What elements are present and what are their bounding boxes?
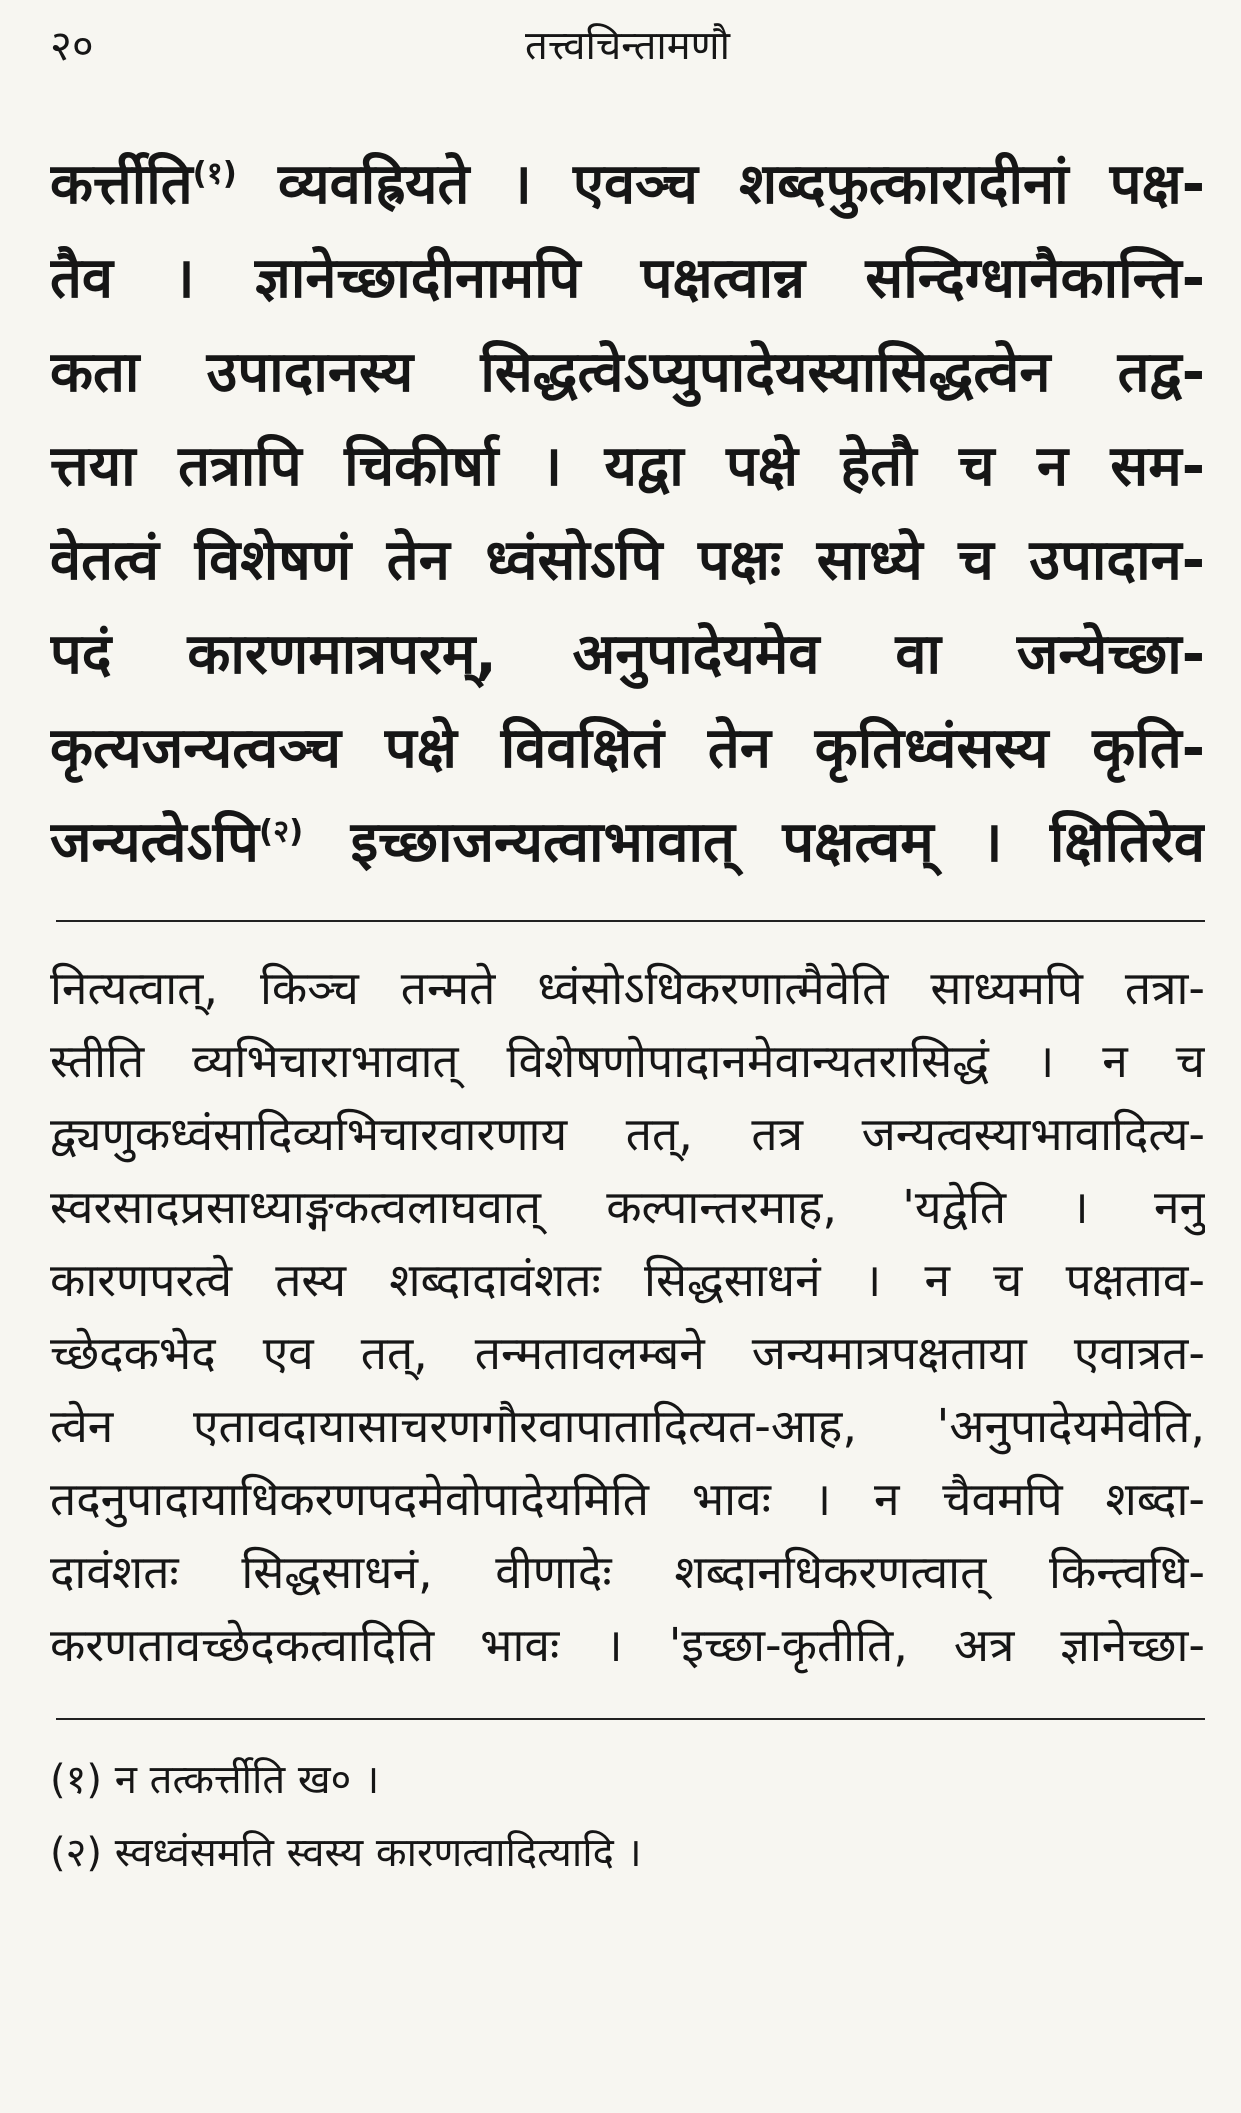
main-text-line: कता उपादानस्य सिद्धत्वेऽप्युपादेयस्यासिद्धत्वेन तद्व- [50, 340, 1205, 405]
commentary-line: स्वरसादप्रसाध्याङ्गकत्वलाघवात् कल्पान्तरमाह, 'यद्वेति । ननु [50, 1180, 1205, 1234]
main-text-line: तैव । ज्ञानेच्छादीनामपि पक्षत्वान्न सन्दिग्धानैकान्ति- [50, 246, 1205, 311]
main-text-line [50, 138, 1205, 232]
footnotes-block [50, 1744, 1205, 1890]
commentary-line: त्वेन एतावदायासाचरणगौरवापातादित्यत-आह, 'अनुपादेयमेवेति, [50, 1399, 1205, 1453]
main-text-line: वेतत्वं विशेषणं तेन ध्वंसोऽपि पक्षः साध्ये च उपादान- [50, 528, 1205, 593]
main-text-block [50, 138, 1205, 890]
page-number: २० [50, 21, 94, 70]
main-text-line: कृत्यजन्यत्वञ्च पक्षे विवक्षितं तेन कृतिध्वंसस्य कृति- [50, 716, 1205, 781]
main-text-segment: जन्यत्वेऽपि [50, 810, 259, 875]
commentary-line: च्छेदकभेद एव तत्, तन्मतावलम्बने जन्यमात्रपक्षताया एवात्रत- [50, 1326, 1205, 1380]
commentary-block [50, 952, 1205, 1682]
footnote: (२) स्वध्वंसमति स्वस्य कारणत्वादित्यादि । [50, 1830, 642, 1876]
commentary-line: तदनुपादायाधिकरणपदमेवोपादेयमिति भावः । न चैवमपि शब्दा- [50, 1472, 1205, 1526]
page-header [50, 18, 1205, 74]
main-text-segment: कर्त्तीति [50, 152, 193, 217]
section-divider [56, 920, 1205, 922]
commentary-line: करणतावच्छेदकत्वादिति भावः । 'इच्छा-कृतीति, अत्र ज्ञानेच्छा- [50, 1618, 1205, 1672]
footnote-marker: (२) [259, 813, 304, 850]
footnote-marker: (१) [192, 155, 237, 192]
main-text-segment: इच्छाजन्यत्वाभावात् पक्षत्वम् । क्षितिरेव [303, 810, 1205, 875]
commentary-line: द्व्यणुकध्वंसादिव्यभिचारवारणाय तत्, तत्र जन्यत्वस्याभावादित्य- [50, 1107, 1205, 1161]
commentary-line: स्तीति व्यभिचाराभावात् विशेषणोपादानमेवान्यतरासिद्धं । न च [50, 1034, 1205, 1088]
main-text-line: पदं कारणमात्रपरम्, अनुपादेयमेव वा जन्येच्छा- [50, 622, 1205, 687]
commentary-line: कारणपरत्वे तस्य शब्दादावंशतः सिद्धसाधनं । न च पक्षताव- [50, 1253, 1205, 1307]
main-text-line: त्तया तत्रापि चिकीर्षा । यद्वा पक्षे हेतौ च न सम- [50, 434, 1205, 499]
main-text-segment: व्यवह्रियते । एवञ्च शब्दफुत्कारादीनां पक्ष- [236, 152, 1205, 217]
commentary-line: दावंशतः सिद्धसाधनं, वीणादेः शब्दानधिकरणत्वात् किन्त्वधि- [50, 1545, 1205, 1599]
footnote-divider [56, 1718, 1205, 1720]
running-title: तत्त्वचिन्तामणौ [525, 23, 730, 69]
footnote: (१) न तत्कर्त्तीति ख० । [50, 1757, 380, 1803]
main-text-line [50, 796, 1205, 890]
commentary-line: नित्यत्वात्, किञ्च तन्मते ध्वंसोऽधिकरणात्मैवेति साध्यमपि तत्रा- [50, 961, 1205, 1015]
